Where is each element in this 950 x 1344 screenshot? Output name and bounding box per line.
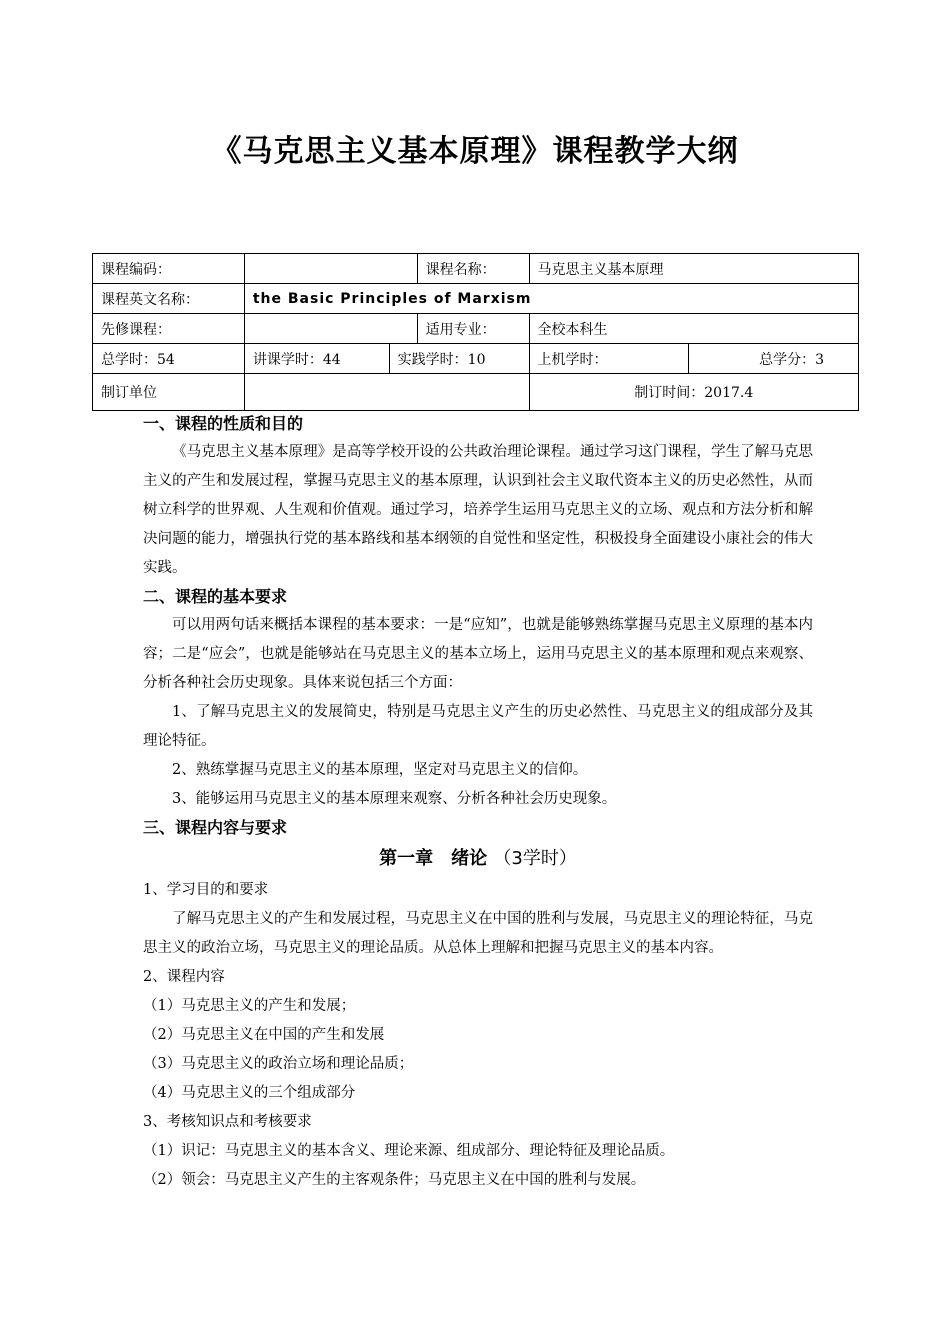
chapter-hours: （3学时） — [493, 848, 577, 869]
section-paragraph-requirements: 可以用两句话来概括本课程的基本要求：一是“应知”，也就是能够熟练掌握马克思主义原理的基本内容；二是“应会”，也就是能够站在马克思主义的基本立场上，运用马克思主义的基本原理和观点来观察、分析各种社会历史现象。具体来说包括三个方面： — [143, 617, 813, 691]
total-credits: 总学分：3 — [689, 344, 859, 374]
list-item: （2）马克思主义在中国的产生和发展 — [143, 1027, 385, 1043]
total-hours: 总学时：54 — [93, 344, 245, 374]
lecture-hours: 讲课学时：44 — [244, 344, 389, 374]
prereq-label: 先修课程： — [93, 314, 245, 344]
section-heading-nature: 一、课程的性质和目的 — [143, 414, 304, 433]
list-item: （4）马克思主义的三个组成部分 — [143, 1085, 356, 1101]
prereq-value — [244, 314, 417, 344]
table-row — [93, 374, 859, 411]
requirement-item: 2、熟练掌握马克思主义的基本原理，坚定对马克思主义的信仰。 — [172, 762, 588, 778]
course-name-label: 课程名称： — [417, 254, 529, 284]
chapter-heading — [143, 842, 813, 876]
requirement-item: 3、能够运用马克思主义的基本原理来观察、分析各种社会历史现象。 — [172, 791, 617, 807]
section-heading-requirements: 二、课程的基本要求 — [143, 587, 288, 606]
unit-value — [244, 374, 529, 411]
course-code-value — [244, 254, 417, 284]
course-name-value: 马克思主义基本原理 — [529, 254, 858, 284]
date-value: 制订时间：2017.4 — [529, 374, 858, 411]
chapter-title: 第一章 绪论 — [379, 848, 488, 869]
practice-hours: 实践学时：10 — [389, 344, 529, 374]
major-label: 适用专业： — [417, 314, 529, 344]
english-name-label: 课程英文名称： — [93, 284, 245, 314]
english-name-value: the Basic Principles of Marxism — [244, 284, 858, 314]
list-item: （1）马克思主义的产生和发展； — [143, 998, 356, 1014]
chapter-paragraph: 了解马克思主义的产生和发展过程，马克思主义在中国的胜利与发展，马克思主义的理论特征，马克思主义的政治立场，马克思主义的理论品质。从总体上理解和把握马克思主义的基本内容。 — [143, 911, 813, 956]
section-paragraph-nature: 《马克思主义基本原理》是高等学校开设的公共政治理论课程。通过学习这门课程，学生了解马克思主义的产生和发展过程，掌握马克思主义的基本原理，认识到社会主义取代资本主义的历史必然性，从而树立科学的世界观、人生观和价值观。通过学习，培养学生运用马克思主义的立场、观点和方法分析和解决问题的能力，增强执行党的基本路线和基本纲领的自觉性和坚定性，积极投身全面建设小康社会的伟大实践。 — [143, 444, 813, 576]
unit-label: 制订单位 — [93, 374, 245, 411]
chapter-subheading: 2、课程内容 — [143, 969, 225, 985]
major-value: 全校本科生 — [529, 314, 858, 344]
list-item: （1）识记：马克思主义的基本含义、理论来源、组成部分、理论特征及理论品质。 — [143, 1143, 675, 1159]
requirement-item: 1、了解马克思主义的发展简史，特别是马克思主义产生的历史必然性、马克思主义的组成部分及其理论特征。 — [143, 704, 813, 749]
list-item: （3）马克思主义的政治立场和理论品质； — [143, 1056, 414, 1072]
table-row — [93, 314, 859, 344]
table-row — [93, 254, 859, 284]
course-code-label: 课程编码： — [93, 254, 245, 284]
chapter-subheading: 3、考核知识点和考核要求 — [143, 1114, 312, 1130]
list-item: （2）领会：马克思主义产生的主客观条件；马克思主义在中国的胜利与发展。 — [143, 1172, 646, 1188]
document-title: 《马克思主义基本原理》课程教学大纲 — [211, 134, 739, 169]
table-row — [93, 344, 859, 374]
table-row — [93, 284, 859, 314]
section-heading-content: 三、课程内容与要求 — [143, 818, 288, 837]
document-body — [143, 410, 813, 1195]
course-info-table — [92, 253, 859, 411]
chapter-subheading: 1、学习目的和要求 — [143, 882, 269, 898]
computer-hours: 上机学时： — [529, 344, 689, 374]
